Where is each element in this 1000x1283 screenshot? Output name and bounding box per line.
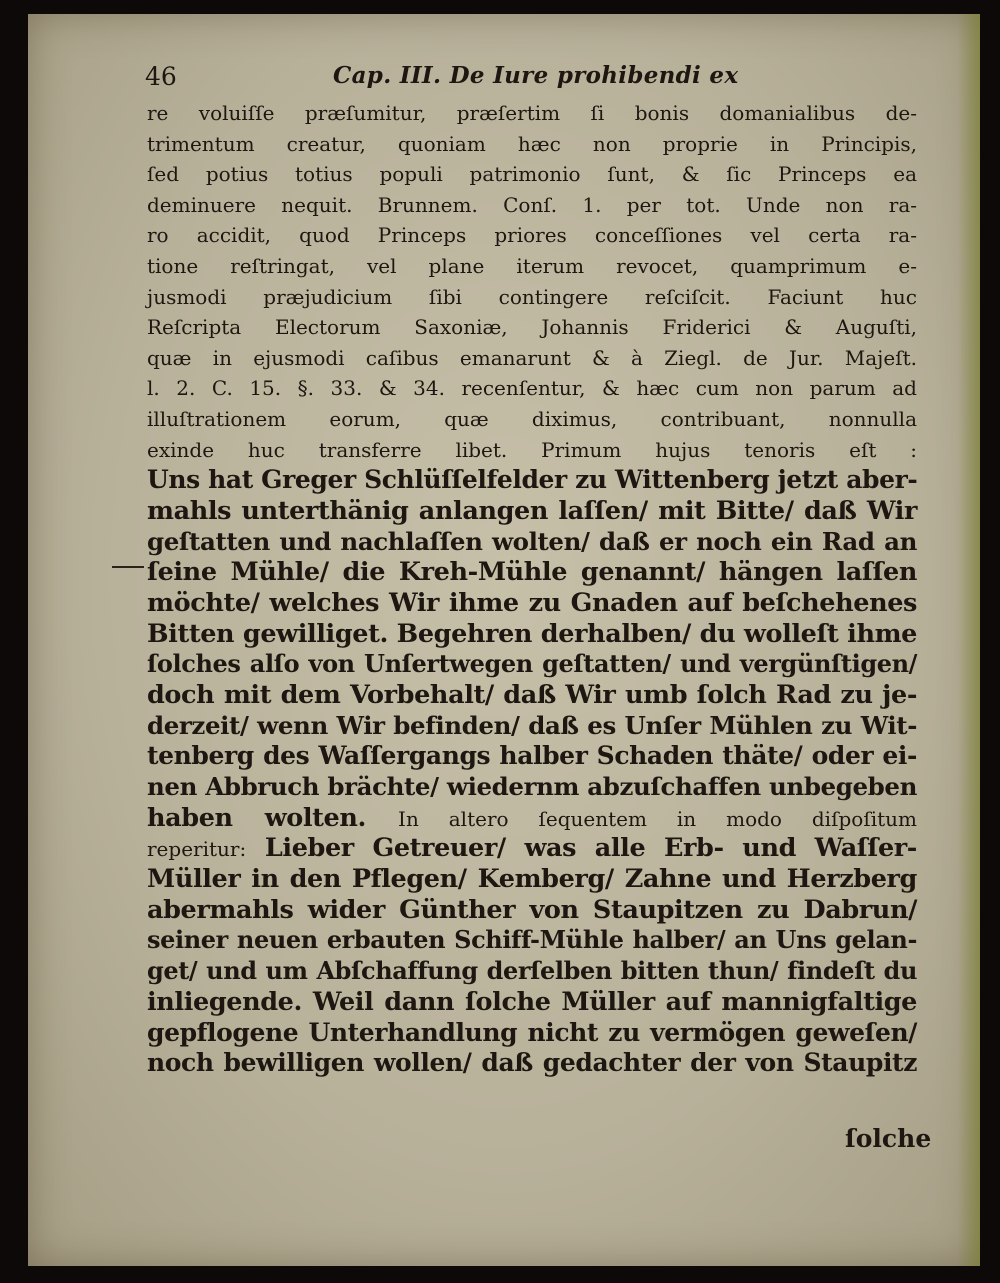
fraktur-line: nen Abbruch brächte/ wiedernm abzuſchaffen unbegeben bbox=[147, 772, 917, 801]
text-line: ſed potius totius populi patrimonio ſunt, & ſic Princeps ea bbox=[147, 162, 917, 187]
mixed-line bbox=[147, 833, 917, 864]
text-line: exinde huc transferre libet. Primum hujus tenoris eſt : bbox=[147, 437, 917, 462]
running-title: Cap. III. De Iure prohibendi ex bbox=[333, 62, 739, 89]
page-body bbox=[147, 98, 917, 1079]
fraktur-line: geſtatten und nachlaſſen wolten/ daß er noch ein Rad an bbox=[147, 526, 917, 556]
fraktur-line: Uns hat Greger Schlüſſelfelder zu Wittenberg jetzt aber- bbox=[147, 465, 918, 495]
running-header bbox=[145, 62, 905, 96]
text-line: re voluiſſe præſumitur, præſertim ſi bonis domanialibus de- bbox=[147, 101, 917, 125]
text-line: trimentum creatur, quoniam hæc non proprie in Principis, bbox=[147, 131, 917, 156]
fraktur-line: Müller in den Pflegen/ Kemberg/ Zahne und Herzberg bbox=[147, 864, 917, 895]
fraktur-line: tenberg des Waſſergangs halber Schaden thäte/ oder ei- bbox=[147, 741, 917, 771]
fraktur-segment: Lieber Getreuer/ was alle Erb- und Waſſer- bbox=[264, 833, 917, 864]
page-gutter bbox=[958, 14, 980, 1266]
text-line: l. 2. C. 15. §. 33. & 34. recenſentur, & hæc cum non parum ad bbox=[147, 376, 917, 401]
latin-segment: reperitur: bbox=[147, 837, 247, 862]
fraktur-line: abermahls wider Günther von Staupitzen zu Dabrun/ bbox=[147, 894, 917, 925]
fraktur-line: derzeit/ wenn Wir befinden/ daß es Unſer Mühlen zu Wit- bbox=[147, 710, 917, 740]
mixed-line bbox=[147, 803, 917, 834]
text-line: jusmodi præjudicium ſibi contingere reſciſcit. Faciunt huc bbox=[147, 284, 917, 309]
fraktur-line: möchte/ welches Wir ihme zu Gnaden auf beſchehenes bbox=[147, 587, 917, 618]
text-line: illuſtrationem eorum, quæ diximus, contribuant, nonnulla bbox=[147, 406, 917, 431]
fraktur-line: noch bewilligen wollen/ daß gedachter der von Staupitz bbox=[147, 1048, 917, 1078]
fraktur-segment: haben wolten. bbox=[147, 802, 366, 833]
text-line: ro accidit, quod Princeps priores conceſſiones vel certa ra- bbox=[147, 223, 917, 248]
fraktur-line: seiner neuen erbauten Schiff-Mühle halber/ an Uns gelan- bbox=[147, 925, 917, 955]
fraktur-line: Bitten gewilliget. Begehren derhalben/ du wolleſt ihme bbox=[147, 618, 917, 649]
fraktur-line: inliegende. Weil dann ſolche Müller auf mannigfaltige bbox=[147, 986, 917, 1017]
text-line: quæ in ejusmodi caſibus emanarunt & à Ziegl. de Jur. Majeſt. bbox=[147, 345, 917, 370]
fraktur-line: ſolches alſo von Unſertwegen geſtatten/ und vergünſtigen/ bbox=[147, 649, 917, 679]
fraktur-line: mahls unterthänig anlangen laſſen/ mit Bitte/ daß Wir bbox=[147, 495, 917, 526]
text-line: tione reſtringat, vel plane iterum revocet, quamprimum e- bbox=[147, 253, 917, 278]
fraktur-line: get/ und um Abſchaffung derſelben bitten thun/ findeſt du bbox=[147, 956, 917, 986]
fraktur-line: ſeine Mühle/ die Kreh-Mühle genannt/ hängen laſſen bbox=[147, 557, 917, 588]
latin-segment: In altero ſequentem in modo diſpoſitum bbox=[398, 806, 918, 831]
fraktur-line: gepflogene Unterhandlung nicht zu vermögen geweſen/ bbox=[147, 1017, 917, 1047]
page-number: 46 bbox=[145, 62, 177, 91]
text-line: deminuere nequit. Brunnem. Conſ. 1. per tot. Unde non ra- bbox=[147, 192, 917, 217]
margin-mark bbox=[112, 566, 144, 568]
catchword: ſolche bbox=[845, 1124, 932, 1153]
text-line: Reſcripta Electorum Saxoniæ, Johannis Friderici & Auguſti, bbox=[147, 315, 917, 340]
fraktur-line: doch mit dem Vorbehalt/ daß Wir umb ſolch Rad zu je- bbox=[147, 679, 917, 710]
